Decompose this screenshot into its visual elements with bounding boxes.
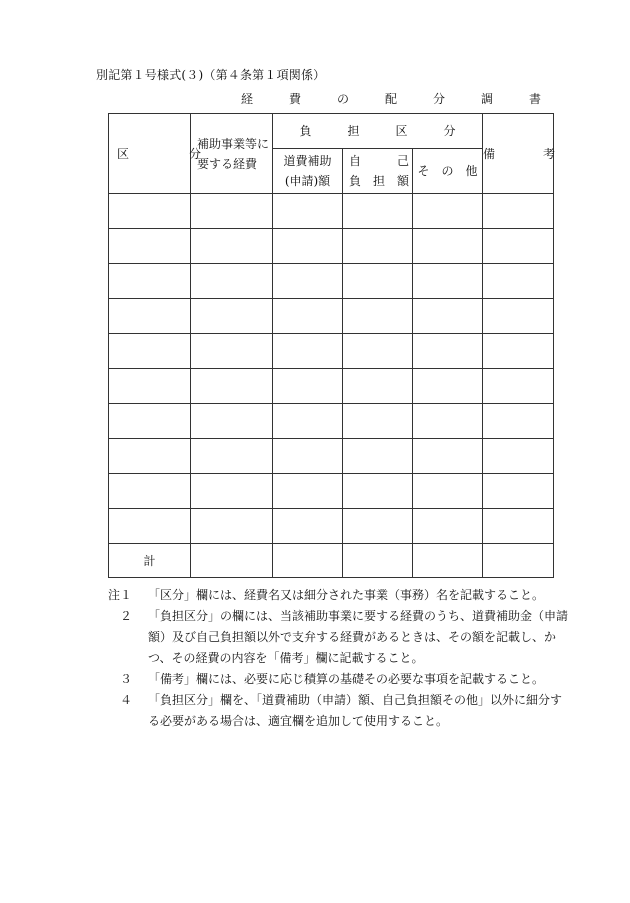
table-cell [483,509,554,544]
table-cell [413,194,483,229]
table-cell [109,404,191,439]
table-cell [343,369,413,404]
header-subsidy: 道費補助 (申請)額 [273,149,343,194]
table-cell [273,509,343,544]
table-cell [191,229,273,264]
notes-section [108,585,568,732]
note-item [108,585,568,606]
table-cell [273,369,343,404]
note-number: ２ [120,609,133,623]
table-cell [343,264,413,299]
table-cell [191,474,273,509]
expense-allocation-table [108,113,554,578]
table-cell [273,404,343,439]
table-cell [413,439,483,474]
table-row [109,439,554,474]
note-item [108,606,568,669]
header-burden: 負 担 区 分 [273,114,483,149]
table-cell [343,194,413,229]
table-row [109,369,554,404]
table-cell [273,264,343,299]
table-cell [191,194,273,229]
table-cell [343,229,413,264]
table-row [109,229,554,264]
table-cell [273,544,343,578]
table-cell [109,194,191,229]
table-cell [343,544,413,578]
table-row [109,194,554,229]
table-cell [191,264,273,299]
total-label: 計 [109,544,191,578]
table-cell [413,264,483,299]
table-cell [191,439,273,474]
note-number: ３ [120,672,133,686]
table-cell [413,404,483,439]
table-cell [483,194,554,229]
table-cell [483,264,554,299]
table-cell [273,439,343,474]
table-cell [483,544,554,578]
table-cell [413,544,483,578]
table-cell [413,334,483,369]
table-cell [273,194,343,229]
table-row [109,474,554,509]
table-cell [109,229,191,264]
table-cell [109,264,191,299]
table-cell [483,404,554,439]
table-cell [343,334,413,369]
note-number: 注１ [108,588,133,602]
header-other: そ の 他 [413,149,483,194]
table-cell [413,369,483,404]
note-item [108,669,568,690]
form-reference: 別記第１号様式(３)（第４条第１項関係） [96,68,326,82]
total-row [109,544,554,578]
table-cell [413,509,483,544]
table-cell [483,299,554,334]
table-row [109,299,554,334]
header-cost: 補助事業等に 要する経費 [191,114,273,194]
header-kubun: 区 分 [109,114,191,194]
table-row [109,264,554,299]
table-cell [483,229,554,264]
header-self-burden: 自 己 負 担 額 [343,149,413,194]
table-cell [273,299,343,334]
table-header-row [109,114,554,149]
table-cell [191,509,273,544]
table-cell [191,404,273,439]
table-cell [343,404,413,439]
table-cell [273,474,343,509]
table-cell [483,474,554,509]
table-cell [343,509,413,544]
table-cell [191,334,273,369]
table-cell [483,439,554,474]
table-cell [191,544,273,578]
table-row [109,404,554,439]
header-remarks: 備 考 [483,114,554,194]
note-text: 「備考」欄には、必要に応じ積算の基礎その必要な事項を記載すること。 [148,672,545,686]
note-item [108,690,568,732]
table-row [109,334,554,369]
table-cell [109,509,191,544]
table-cell [343,439,413,474]
table-cell [273,229,343,264]
table-cell [343,474,413,509]
table-cell [343,299,413,334]
table-cell [273,334,343,369]
note-number: ４ [120,693,133,707]
document-title: 経 費 の 配 分 調 書 [241,92,546,106]
note-text: 「負担区分」の欄には、当該補助事業に要する経費のうち、道費補助金（申請額）及び自己負担額以外で支弁する経費があるときは、その額を記載し、かつ、その経費の内容を「備考」欄に記載すること。 [148,609,569,665]
table-row [109,509,554,544]
table-cell [191,369,273,404]
note-text: 「区分」欄には、経費名又は細分された事業（事務）名を記載すること。 [148,588,545,602]
table-cell [413,299,483,334]
table-cell [109,369,191,404]
table-cell [413,229,483,264]
table-cell [191,299,273,334]
table-cell [413,474,483,509]
table-cell [483,369,554,404]
table-cell [109,439,191,474]
note-text: 「負担区分」欄を、「道費補助（申請）額、自己負担額その他」以外に細分する必要がある場合は、適宜欄を追加して使用すること。 [148,693,563,728]
table-cell [109,474,191,509]
table-cell [109,334,191,369]
table-cell [109,299,191,334]
table-cell [483,334,554,369]
